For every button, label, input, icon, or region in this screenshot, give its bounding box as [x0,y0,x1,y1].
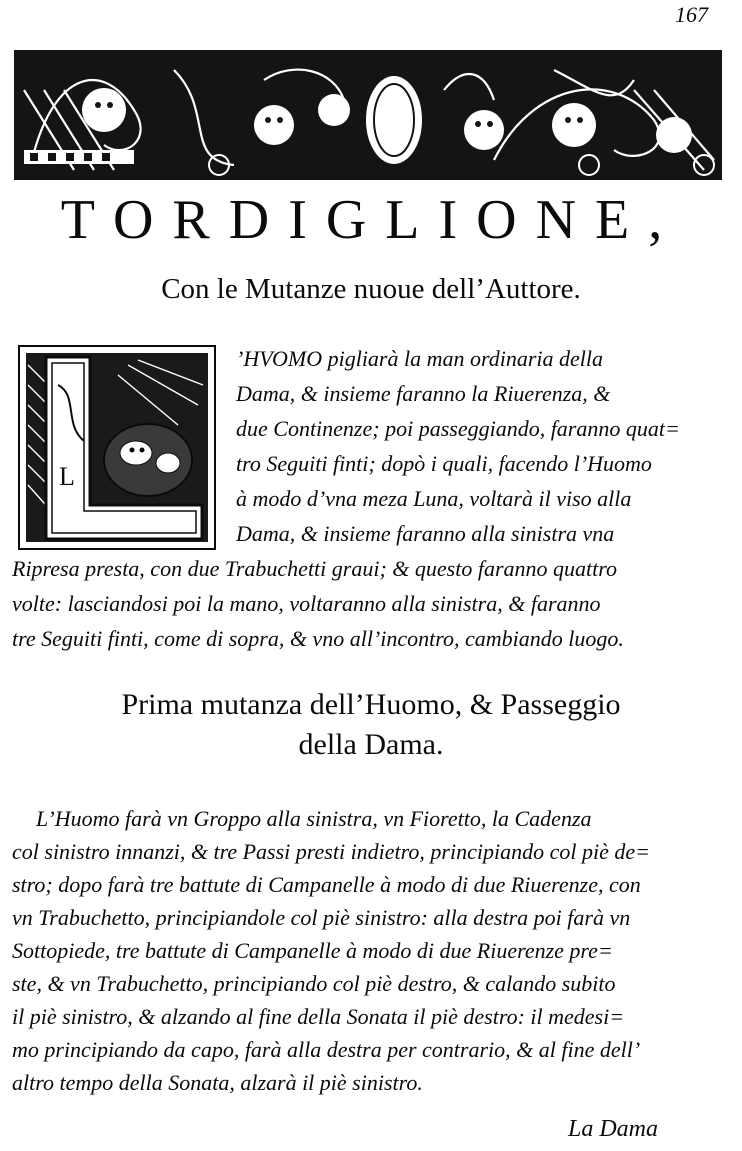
paragraph2-line-1: L’Huomo farà vn Groppo alla sinistra, vn Fioretto, la Cadenza [36,806,592,831]
paragraph1-line-2: Dama, & insieme faranno la Riuerenza, & [236,381,611,406]
paragraph1-line-7: Ripresa presta, con due Trabuchetti graui; & questo faranno quattro [12,556,617,581]
paragraph1-line-8: volte: lasciandosi poi la mano, voltaranno alla sinistra, & faranno [12,591,601,616]
drop-cap-letter: L [59,462,75,491]
paragraph2-line-5: Sottopiede, tre battute di Campanelle à modo di due Riuerenze pre= [12,938,613,963]
paragraph1-line-1: ’HVOMO pigliarà la man ordinaria della [236,346,604,371]
catchword: La Dama [567,1116,658,1142]
paragraph2-line-8: mo principiando da capo, farà alla destra per contrario, & al fine dell’ [12,1037,641,1062]
paragraph2-line-7: il piè sinistro, & alzando al fine della Sonata il piè destro: il medesi= [12,1004,625,1029]
paragraph2-line-9: altro tempo della Sonata, alzarà il piè sinistro. [12,1070,423,1095]
page-number: 167 [675,2,708,27]
paragraph1-line-9: tre Seguiti finti, come di sopra, & vno all’incontro, cambiando luogo. [12,626,624,651]
paragraph1-line-3: due Continenze; poi passeggiando, faranno quat= [236,416,680,441]
section-heading-line-1: Prima mutanza dell’Huomo, & Passeggio [121,688,621,721]
paragraph2-line-6: ste, & vn Trabuchetto, principiando col piè destro, & calando subito [12,971,616,996]
page-title: TORDIGLIONE, [60,189,682,251]
paragraph1-line-6: Dama, & insieme faranno alla sinistra vna [236,521,615,546]
page-subtitle: Con le Mutanze nuoue dell’Auttore. [161,273,581,305]
paragraph1-line-4: tro Seguiti finti; dopò i quali, facendo l’Huomo [236,451,652,476]
paragraph1-line-5: à modo d’vna meza Luna, voltarà il viso alla [236,486,632,511]
woodcut-banner [14,50,722,180]
paragraph2-line-3: stro; dopo farà tre battute di Campanelle à modo di due Riuerenze, con [12,872,641,897]
paragraph2-line-2: col sinistro innanzi, & tre Passi presti indietro, principiando col piè de= [12,839,650,864]
paragraph2-line-4: vn Trabuchetto, principiandole col piè sinistro: alla destra poi farà vn [12,905,631,930]
section-heading-line-2: della Dama. [298,728,444,761]
historiated-initial-L [18,345,216,550]
